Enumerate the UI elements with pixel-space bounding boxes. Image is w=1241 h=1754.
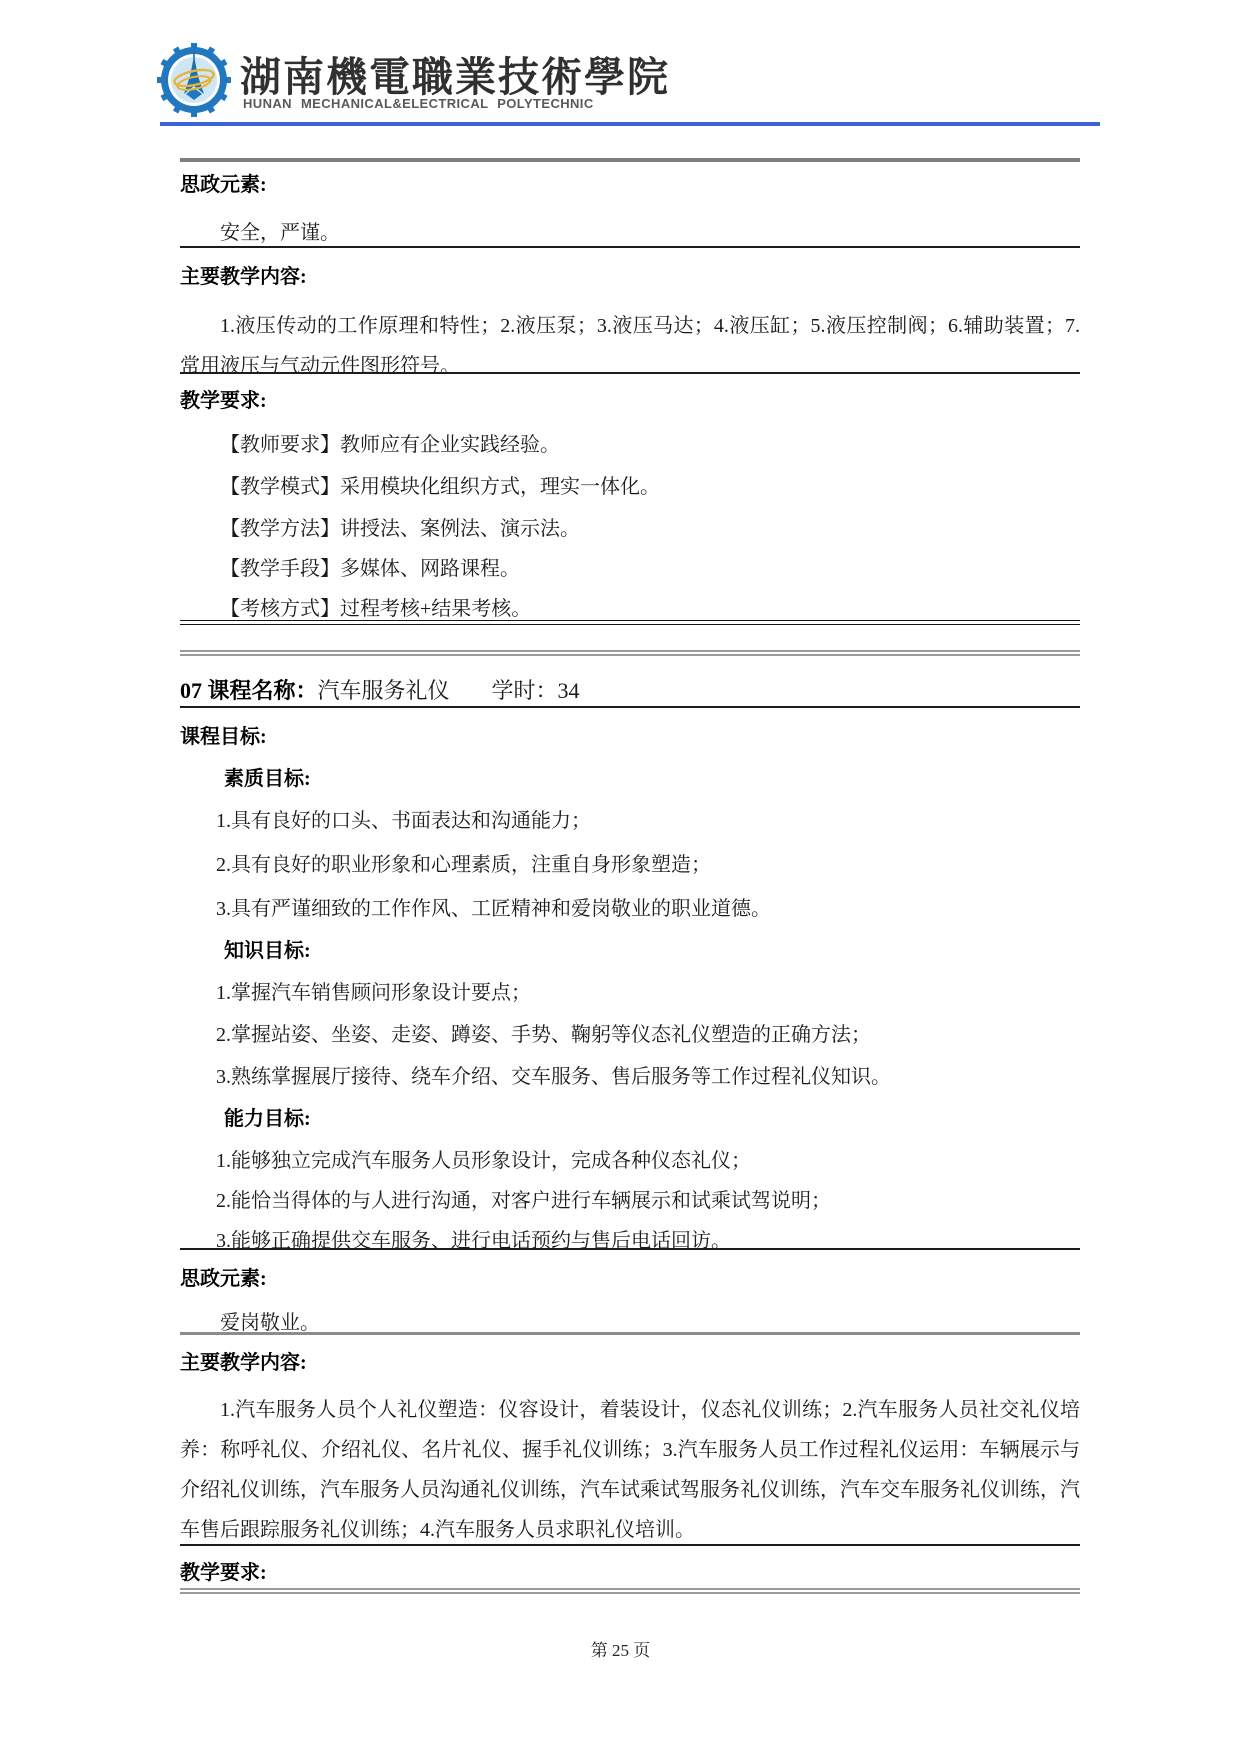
content-text: 1.液压传动的工作原理和特性；2.液压泵；3.液压马达；4.液压缸；5.液压控制阀；6.辅助装置；7.常用液压与气动元件图形符号。 [180,315,1080,377]
page-bottom-rule [180,1588,1080,1594]
course-title [180,676,1080,706]
content-text: 1.汽车服务人员个人礼仪塑造：仪容设计，着装设计，仪态礼仪训练；2.汽车服务人员社交礼仪培养：称呼礼仪、介绍礼仪、名片礼仪、握手礼仪训练；3.汽车服务人员工作过程礼仪运用：车辆展示与介绍礼仪训练，汽车服务人员沟通礼仪训练，汽车试乘试驾服务礼仪训练，汽车交车服务礼仪训练，汽车售后跟踪服务礼仪训练；4.汽车服务人员求职礼仪培训。 [180,1399,1080,1541]
ideology-text: 爱岗敬业。 [220,1312,320,1334]
quality-item: 3.具有严谨细致的工作作风、工匠精神和爱岗敬业的职业道德。 [216,898,771,920]
row-rule [180,372,1080,374]
objectives-heading: 课程目标: [180,726,267,748]
ability-item: 2.能恰当得体的与人进行沟通，对客户进行车辆展示和试乘试驾说明； [216,1190,831,1212]
quality-heading: 素质目标: [224,768,311,790]
quality-item: 2.具有良好的职业形象和心理素质，注重自身形象塑造； [216,854,711,876]
ability-item: 1.能够独立完成汽车服务人员形象设计，完成各种仪态礼仪； [216,1150,751,1172]
requirement-item: 【教学模式】采用模块化组织方式，理实一体化。 [220,476,660,498]
knowledge-item: 2.掌握站姿、坐姿、走姿、蹲姿、手势、鞠躬等仪态礼仪塑造的正确方法； [216,1024,871,1046]
requirement-item: 【教学方法】讲授法、案例法、演示法。 [220,518,580,540]
requirement-item: 【教学手段】多媒体、网路课程。 [220,558,520,580]
knowledge-item: 3.熟练掌握展厅接待、绕车介绍、交车服务、售后服务等工作过程礼仪知识。 [216,1066,891,1088]
ideology-heading: 思政元素: [180,1268,267,1290]
knowledge-heading: 知识目标: [224,940,311,962]
course-name-label: 课程名称： [207,678,318,703]
requirement-item: 【考核方式】过程考核+结果考核。 [220,598,532,620]
requirement-item: 【教师要求】教师应有企业实践经验。 [220,434,560,456]
course-end-rule [180,620,1080,625]
content-heading: 主要教学内容: [180,1352,307,1374]
requirements-heading: 教学要求: [180,390,267,412]
course-number: 07 [180,678,202,703]
row-rule [180,246,1080,248]
requirements-heading: 教学要求: [180,1562,267,1584]
title-rule [180,706,1080,708]
quality-item: 1.具有良好的口头、书面表达和沟通能力； [216,810,591,832]
course-hours-label: 学时： [491,678,558,703]
ideology-heading: 思政元素: [180,174,267,196]
section-top-rule [180,158,1080,162]
school-logo-icon [156,42,232,118]
header-divider [160,122,1100,126]
ideology-text: 安全，严谨。 [220,222,340,244]
school-name-english: HUNAN MECHANICAL&ELECTRICAL POLYTECHNIC [243,96,594,111]
content-heading: 主要教学内容: [180,266,307,288]
course-start-rule [180,650,1080,656]
page-number: 第 25 页 [590,1641,651,1660]
course-hours-value: 34 [557,678,580,703]
knowledge-item: 1.掌握汽车销售顾问形象设计要点； [216,982,531,1004]
ability-item: 3.能够正确提供交车服务、进行电话预约与售后电话回访。 [216,1230,731,1252]
row-rule [180,1544,1080,1546]
school-name-chinese: 湖南機電職業技術學院 [240,54,670,100]
course-name-value: 汽车服务礼仪 [317,678,450,703]
row-rule [180,1332,1080,1335]
ability-heading: 能力目标: [224,1108,311,1130]
row-rule [180,1248,1080,1250]
